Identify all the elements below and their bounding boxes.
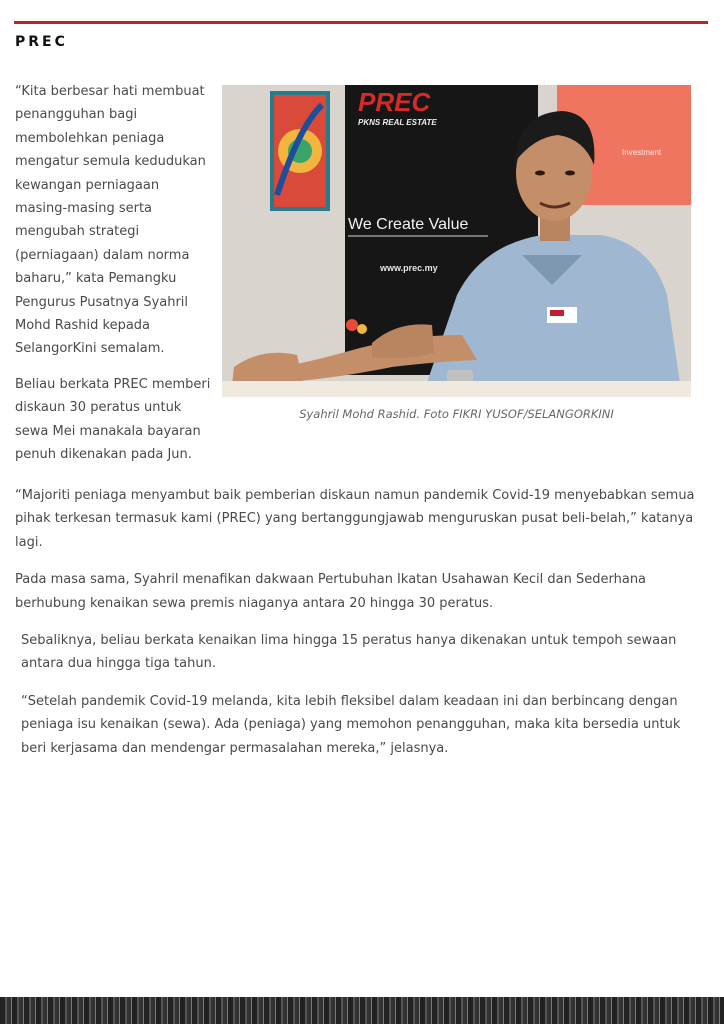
screen-text: Investment [622, 148, 662, 157]
banner-slogan: We Create Value [348, 216, 469, 233]
footer-decorative-strip [0, 997, 724, 1024]
article-body [15, 484, 695, 774]
banner-brand: PREC [358, 87, 431, 117]
body-paragraph: Sebaliknya, beliau berkata kenaikan lima hingga 15 peratus hanya dikenakan untuk tempoh sewaan antara dua hingga tiga tahun. [21, 633, 677, 672]
section-title: PREC [15, 34, 68, 50]
photo-caption: Syahril Mohd Rashid. Foto FIKRI YUSOF/SELANGORKINI [299, 407, 614, 421]
lead-paragraph: “Kita berbesar hati membuat penangguhan bagi membolehkan peniaga mengatur semula kedudukan kewangan perniagaan masing-masing serta mengubah strategi (perniagaan) dalam norma baharu,” kata Pemangku Pengurus Pusatnya Syahril Mohd Rashid kepada SelangorKini semalam. [15, 84, 206, 357]
banner-url: www.prec.my [380, 263, 438, 273]
photo-illustration [222, 85, 691, 397]
banner-subtitle: PKNS REAL ESTATE [358, 118, 437, 127]
body-paragraph: “Majoriti peniaga menyambut baik pemberian diskaun namun pandemik Covid-19 menyebabkan semua pihak terkesan termasuk kami (PREC) yang bertanggungjawab menguruskan pusat beli-belah,” katanya lagi. [15, 488, 695, 550]
lead-paragraph: Beliau berkata PREC memberi diskaun 30 peratus untuk sewa Mei manakala bayaran penuh dikenakan pada Jun. [15, 376, 211, 463]
lead-text-column [15, 80, 213, 479]
body-paragraph: “Setelah pandemik Covid-19 melanda, kita lebih fleksibel dalam keadaan ini dan berbincang dengan peniaga isu kenaikan (sewa). Ada (peniaga) yang memohon penangguhan, maka kita bersedia untuk beri kerjasama dan mendengar permasalahan mereka,” jelasnya. [21, 693, 681, 756]
article-photo [222, 85, 691, 397]
top-accent-rule [14, 21, 708, 24]
body-paragraph: Pada masa sama, Syahril menafikan dakwaan Pertubuhan Ikatan Usahawan Kecil dan Sederhana berhubung kenaikan sewa premis niaganya antara 20 hingga 30 peratus. [15, 572, 647, 611]
